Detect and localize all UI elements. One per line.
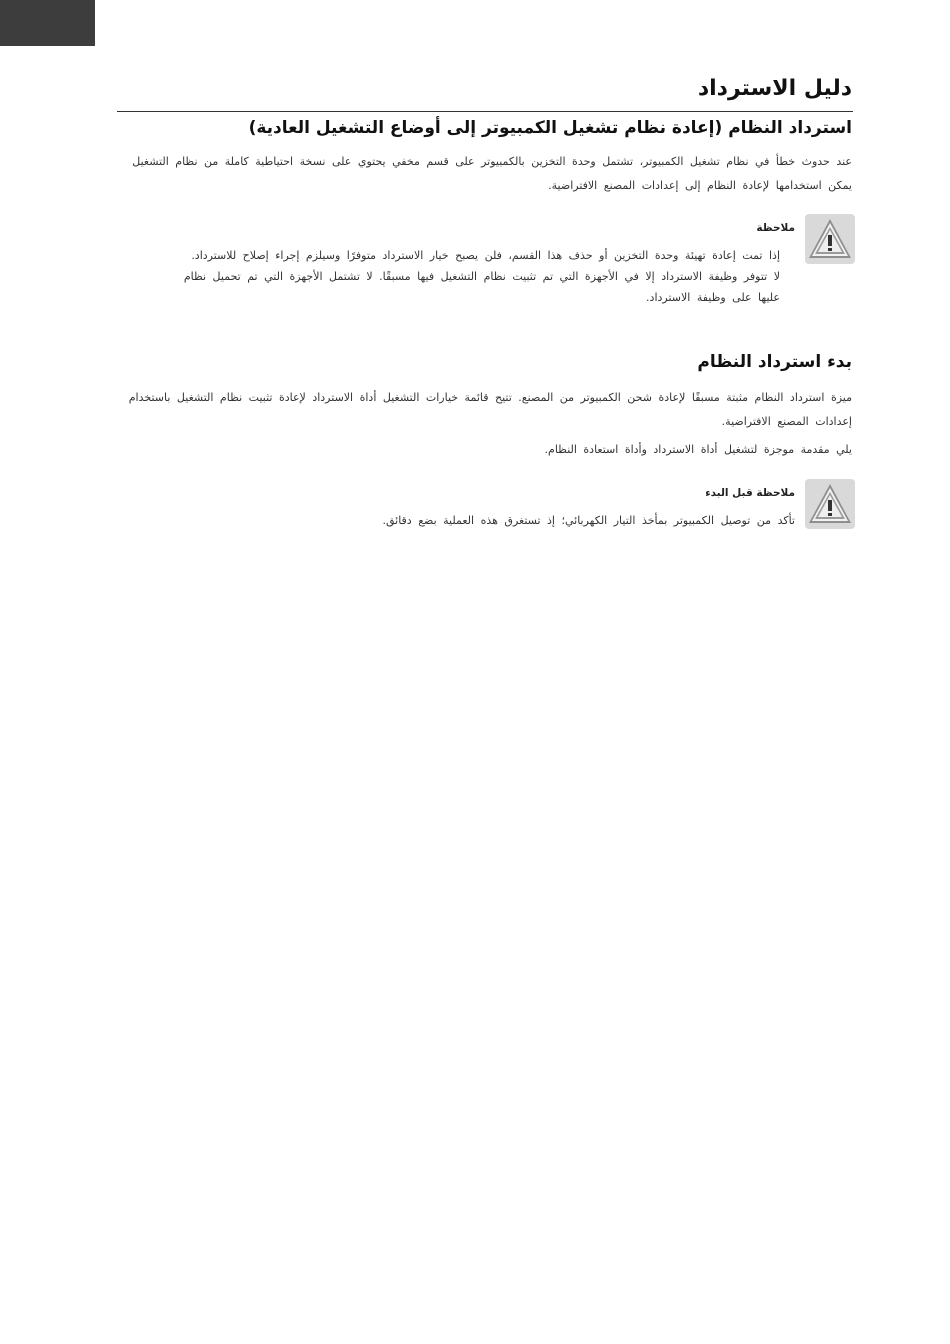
corner-page-tab: [0, 0, 95, 46]
note-line: تأكد من توصيل الكمبيوتر بمأخذ التيار الكهربائي؛ إذ تستغرق هذه العملية بضع دقائق.: [382, 514, 795, 527]
section-paragraph: ميزة استرداد النظام مثبتة مسبقًا لإعادة شحن الكمبيوتر من المصنع. تتيح قائمة خيارات التشغيل أداة الاسترداد لإعادة تثبيت نظام التشغيل باستخدام إعدادات المصنع الافتراضية.: [128, 391, 852, 428]
title-divider: [117, 111, 853, 112]
note-body: [235, 510, 795, 531]
note-body: [180, 245, 780, 308]
section-heading-system-recovery: استرداد النظام (إعادة نظام تشغيل الكمبيوتر إلى أوضاع التشغيل العادية): [248, 118, 852, 138]
section-paragraph: عند حدوث خطأ في نظام تشغيل الكمبيوتر، تشتمل وحدة التخزين بالكمبيوتر على قسم مخفي يحتوي على نسخة احتياطية كاملة من نظام التشغيل يمكن استخدامها لإعادة النظام إلى إعدادات المصنع الافتراضية.: [132, 155, 852, 192]
warning-triangle-icon: [805, 214, 855, 264]
note-line: إذا تمت إعادة تهيئة وحدة التخزين أو حذف هذا القسم، فلن يصبح خيار الاسترداد متوفرًا وسيلزم إجراء إصلاح للاسترداد.: [191, 249, 780, 262]
page-title: دليل الاسترداد: [697, 76, 852, 101]
note-heading: ملاحظة قبل البدء: [705, 487, 795, 499]
section-paragraph: يلي مقدمة موجزة لتشغيل أداة الاسترداد وأداة استعادة النظام.: [544, 443, 852, 456]
section-heading-start-recovery: بدء استرداد النظام: [697, 352, 852, 372]
note-line: عليها على وظيفة الاسترداد.: [646, 291, 780, 304]
warning-triangle-icon: [805, 479, 855, 529]
note-heading: ملاحظة: [756, 222, 795, 234]
note-line: لا تتوفر وظيفة الاسترداد إلا في الأجهزة التي تم تثبيت نظام التشغيل فيها مسبقًا. لا تشتمل الأجهزة التي تم تحميل نظام: [183, 270, 780, 283]
